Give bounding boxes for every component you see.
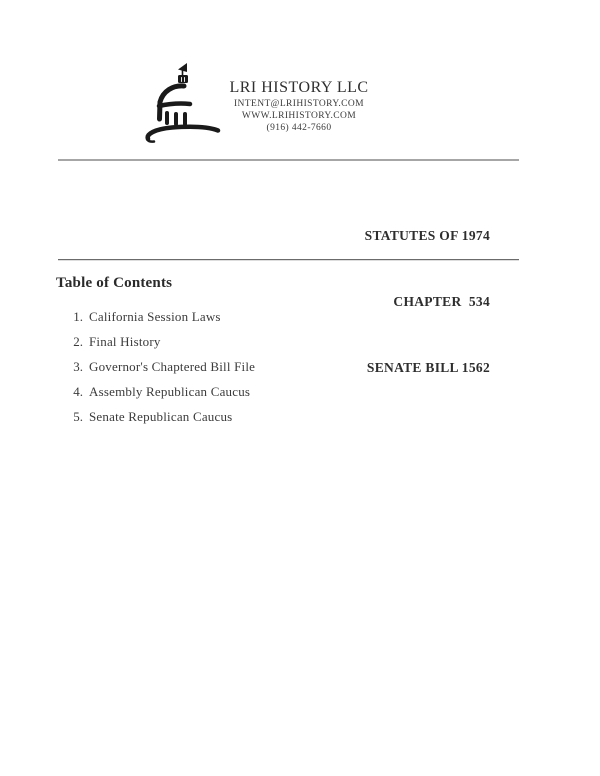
toc-item-label: Senate Republican Caucus: [89, 409, 233, 424]
toc-item-number: 2.: [73, 334, 83, 349]
toc-item-number: 4.: [73, 384, 83, 399]
toc-item: [56, 310, 255, 323]
toc-item-label: California Session Laws: [89, 309, 221, 324]
logo-swoosh-hook: [148, 139, 154, 142]
toc-item-number: 1.: [73, 309, 83, 324]
letterhead-text-block: [199, 78, 399, 134]
toc-item-number: 3.: [73, 359, 83, 374]
company-website: WWW.LRIHISTORY.COM: [241, 111, 357, 121]
toc-item: [56, 385, 255, 398]
senate-bill-line: SENATE BILL 1562: [366, 360, 490, 375]
company-name: LRI HISTORY LLC: [229, 79, 369, 96]
logo-cupola: [178, 75, 188, 83]
toc-list: [56, 310, 255, 435]
divider-top: [58, 159, 519, 161]
statutes-line: STATUTES OF 1974: [364, 228, 490, 243]
toc-item-label: Governor's Chaptered Bill File: [89, 359, 256, 374]
toc-item-number: 5.: [73, 409, 83, 424]
toc-item: [56, 335, 255, 348]
toc-item-label: Final History: [89, 334, 161, 349]
toc-item-label: Assembly Republican Caucus: [89, 384, 251, 399]
toc-item: [56, 410, 255, 423]
logo-entablature: [159, 104, 190, 106]
company-phone: (916) 442-7660: [266, 123, 332, 133]
chapter-line: CHAPTER 534: [393, 294, 490, 309]
company-email: INTENT@LRIHISTORY.COM: [233, 99, 364, 109]
toc-item: [56, 360, 255, 373]
bill-reference-block: [365, 181, 490, 423]
divider-bottom: [58, 259, 519, 260]
toc-title: Table of Contents: [56, 275, 173, 291]
